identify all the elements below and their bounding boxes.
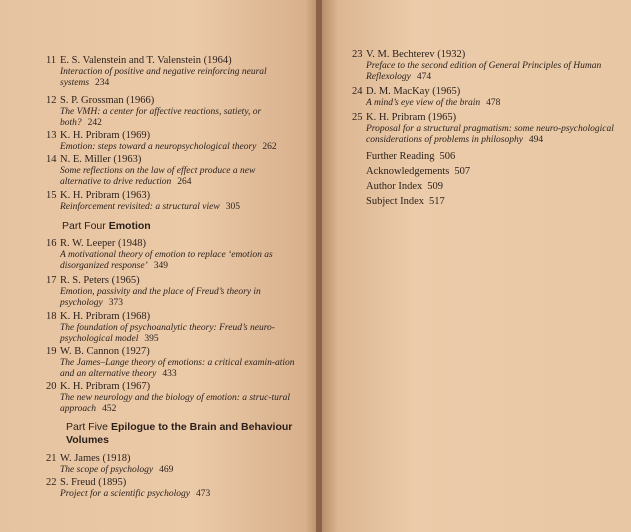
entry-author: E. S. Valenstein and T. Valenstein (1964): [60, 55, 232, 66]
entry-page: 494: [528, 135, 544, 145]
back-matter-label: Author Index: [366, 181, 423, 192]
part-five-heading: [66, 421, 310, 447]
part-label: Part Four: [62, 220, 106, 232]
entry-title: Emotion: steps toward a neuropsychological theory: [60, 142, 257, 152]
entry-page: 305: [225, 202, 240, 212]
toc-entry-21: [46, 453, 296, 477]
entry-title: A mind’s eye view of the brain: [366, 98, 481, 108]
entry-page: 478: [486, 98, 501, 108]
entry-number: 15: [46, 190, 57, 201]
entry-title: A motivational theory of emotion to replace ‘emotion as disorganized response’: [60, 250, 273, 271]
entry-author: S. P. Grossman (1966): [60, 95, 155, 106]
entry-page: 262: [262, 142, 277, 152]
entry-title: The foundation of psychoanalytic theory: Freud’s neuro-psychological model: [60, 323, 275, 344]
toc-entry-15: [46, 190, 296, 214]
toc-entry-23: [352, 49, 612, 85]
back-matter-label: Further Reading: [366, 151, 435, 162]
entry-number: 23: [352, 49, 363, 60]
back-matter-acknowledgements: [366, 166, 470, 177]
entry-page: 473: [195, 489, 211, 499]
toc-entry-17: [46, 275, 296, 311]
entry-author: K. H. Pribram (1965): [366, 112, 457, 123]
entry-page: 469: [159, 465, 174, 475]
entry-author: W. B. Cannon (1927): [60, 346, 150, 357]
entry-author: K. H. Pribram (1967): [60, 381, 151, 392]
entry-title: The new neurology and the biology of emotion: a struc-tural approach: [60, 393, 290, 414]
entry-number: 20: [46, 381, 57, 392]
entry-author: D. M. MacKay (1965): [366, 86, 461, 97]
entry-page: 474: [416, 72, 432, 82]
entry-author: W. James (1918): [60, 453, 131, 464]
entry-title: The scope of psychology: [60, 465, 154, 475]
entry-title: Proposal for a structural pragmatism: some neuro-psychological considerations of problems in philosophy: [366, 124, 614, 145]
entry-number: 22: [46, 477, 57, 488]
part-name: Epilogue to the Brain and Behaviour Volumes: [66, 421, 293, 446]
toc-entry-24: [352, 86, 612, 110]
entry-author: V. M. Bechterev (1932): [366, 49, 466, 60]
entry-author: K. H. Pribram (1969): [60, 130, 151, 141]
toc-entry-20: [46, 381, 296, 417]
back-matter-subject-index: [366, 196, 445, 207]
toc-entry-11: [46, 55, 296, 91]
entry-title: Reinforcement revisited: a structural view: [60, 202, 220, 212]
entry-number: 24: [352, 86, 363, 97]
back-matter-further-reading: [366, 151, 455, 162]
book-gutter: [316, 0, 322, 532]
entry-title: Interaction of positive and negative reinforcing neural systems: [60, 67, 267, 88]
back-matter-page: 509: [427, 181, 444, 192]
toc-entry-18: [46, 311, 296, 347]
entry-title: Some reflections on the law of effect produce a new alternative to drive reduction: [60, 166, 256, 187]
entry-number: 18: [46, 311, 57, 322]
back-matter-page: 507: [454, 166, 471, 177]
back-matter-page: 506: [439, 151, 456, 162]
entry-number: 12: [46, 95, 57, 106]
part-label: Part Five: [66, 421, 109, 433]
entry-author: R. W. Leeper (1948): [60, 238, 147, 249]
toc-entry-14: [46, 154, 296, 190]
entry-title: The James–Lange theory of emotions: a critical examin-ation and an alternative theory: [60, 358, 295, 379]
entry-title: Emotion, passivity and the place of Freud’s theory in psychology: [60, 287, 261, 308]
back-matter-author-index: [366, 181, 443, 192]
part-name: Emotion: [108, 220, 151, 232]
back-matter-page: 517: [429, 196, 445, 207]
entry-page: 452: [102, 404, 117, 414]
entry-number: 13: [46, 130, 57, 141]
entry-number: 14: [46, 154, 57, 165]
part-four-heading: [62, 220, 151, 233]
entry-page: 395: [144, 334, 159, 344]
entry-page: 373: [108, 298, 123, 308]
entry-page: 433: [162, 369, 177, 379]
entry-number: 11: [46, 55, 57, 66]
entry-number: 21: [46, 453, 57, 464]
toc-entry-16: [46, 238, 296, 274]
entry-author: R. S. Peters (1965): [60, 275, 140, 286]
toc-entry-22: [46, 477, 296, 501]
back-matter-label: Acknowledgements: [366, 166, 450, 177]
entry-author: S. Freud (1895): [60, 477, 127, 488]
entry-number: 17: [46, 275, 57, 286]
entry-title: Project for a scientific psychology: [60, 489, 190, 499]
toc-entry-19: [46, 346, 296, 382]
toc-entry-12: [46, 95, 296, 131]
entry-page: 234: [95, 78, 110, 88]
entry-number: 16: [46, 238, 57, 249]
entry-number: 19: [46, 346, 57, 357]
entry-page: 264: [177, 177, 192, 187]
toc-entry-13: [46, 130, 296, 154]
entry-title: The VMH: a center for affective reactions, satiety, or both?: [60, 107, 262, 128]
toc-entry-25: [352, 112, 612, 148]
entry-title: Preface to the second edition of General Principles of Human Reflexology: [366, 61, 602, 82]
entry-page: 242: [87, 118, 102, 128]
entry-author: K. H. Pribram (1963): [60, 190, 151, 201]
back-matter-label: Subject Index: [366, 196, 425, 207]
entry-number: 25: [352, 112, 363, 123]
entry-author: N. E. Miller (1963): [60, 154, 142, 165]
entry-author: K. H. Pribram (1968): [60, 311, 151, 322]
entry-page: 349: [153, 261, 168, 271]
